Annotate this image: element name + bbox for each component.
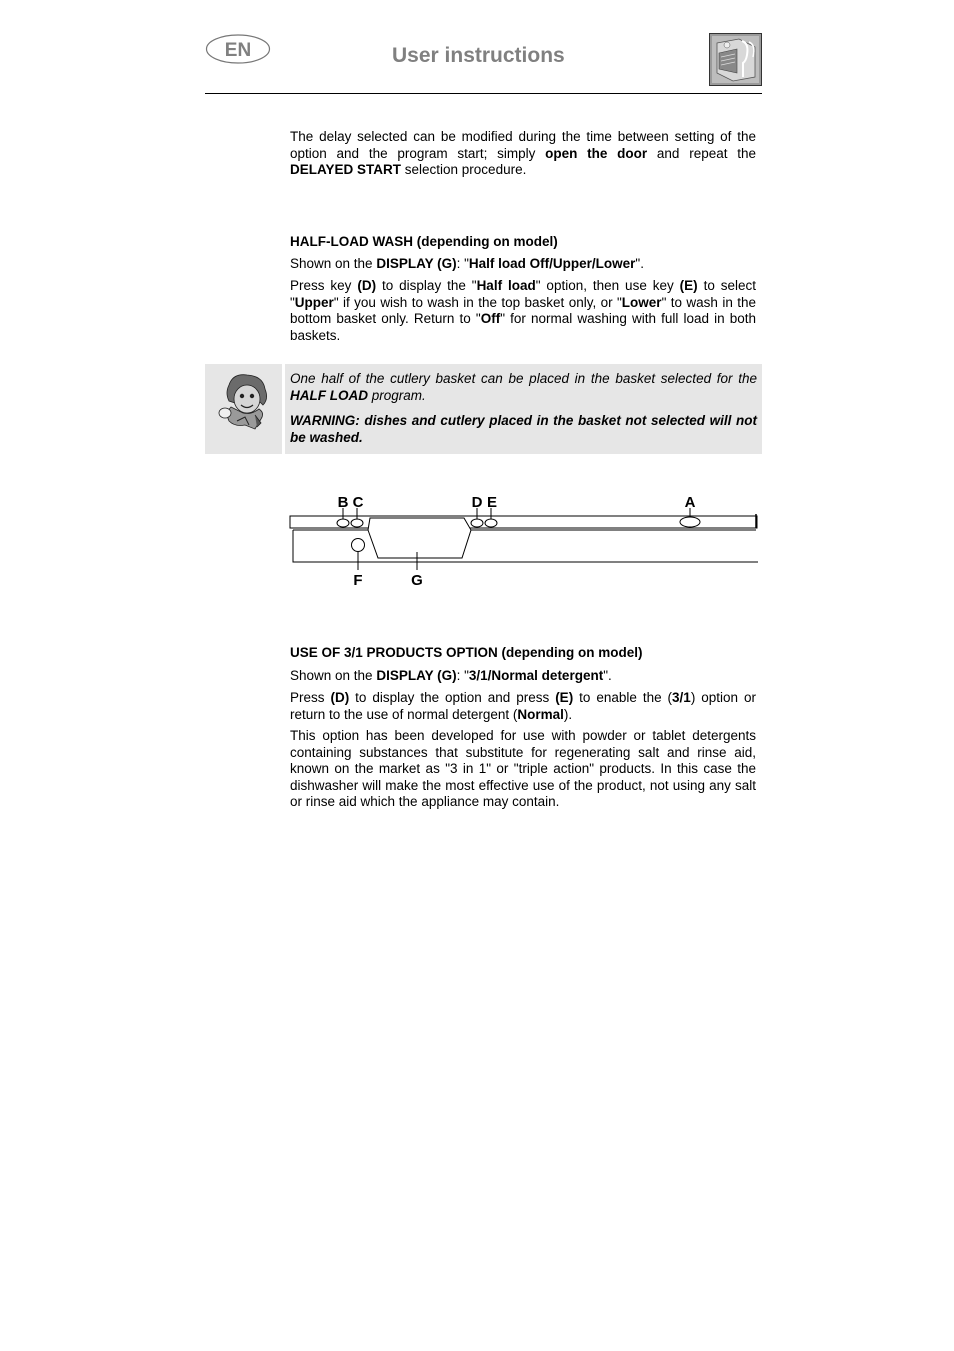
note-warning-text: WARNING: dishes and cutlery placed in the basket not selected will not be washed. [290,413,757,445]
label-a: A [684,494,696,511]
delay-paragraph: The delay selected can be modified during the time between setting of the option and the program start; simply open the door and repeat the DELAYED START selection procedure. [290,129,756,178]
products-body-text: This option has been developed for use with powder or tablet detergents containing substances that substitute for regenerating salt and rinse aid, known on the market as "3 in 1" or "triple action" products. In this case the dishwasher will make the most effective use of the product, not using any salt or rinse aid which the appliance may contain. [290,728,756,810]
products-heading: USE OF 3/1 PRODUCTS OPTION (depending on model) [290,645,643,660]
dishwasher-logo-icon [709,33,762,86]
label-f: F [353,572,363,589]
label-c: C [352,494,364,511]
products-shown-text: Shown on the DISPLAY (G): "3/1/Normal detergent". [290,668,612,683]
language-badge [205,33,271,65]
label-g: G [411,572,423,589]
half-load-press-text: Press key (D) to display the "Half load" option, then use key (E) to select "Upper" if you wish to wash in the top basket only, or "Lower" to wash in the bottom basket only. Return to "Off" for normal washing with full load in both baskets. [290,278,757,343]
label-b: B [337,494,349,511]
mascot-icon [215,371,273,433]
products-press-text: Press (D) to display the option and press (E) to enable the (3/1) option or return to the use of normal detergent (Normal). [290,690,756,722]
page-title: User instructions [392,44,565,67]
control-panel-diagram [286,490,761,590]
header-divider [205,93,762,94]
language-code: EN [224,40,252,61]
half-load-heading: HALF-LOAD WASH (depending on model) [290,234,558,249]
note-divider [282,364,285,454]
half-load-shown-text: Shown on the DISPLAY (G): "Half load Off/Upper/Lower". [290,256,644,271]
label-d: D [471,494,483,511]
note-cutlery-text: One half of the cutlery basket can be placed in the basket selected for the HALF LOAD program. [290,371,757,403]
label-e: E [486,494,498,511]
